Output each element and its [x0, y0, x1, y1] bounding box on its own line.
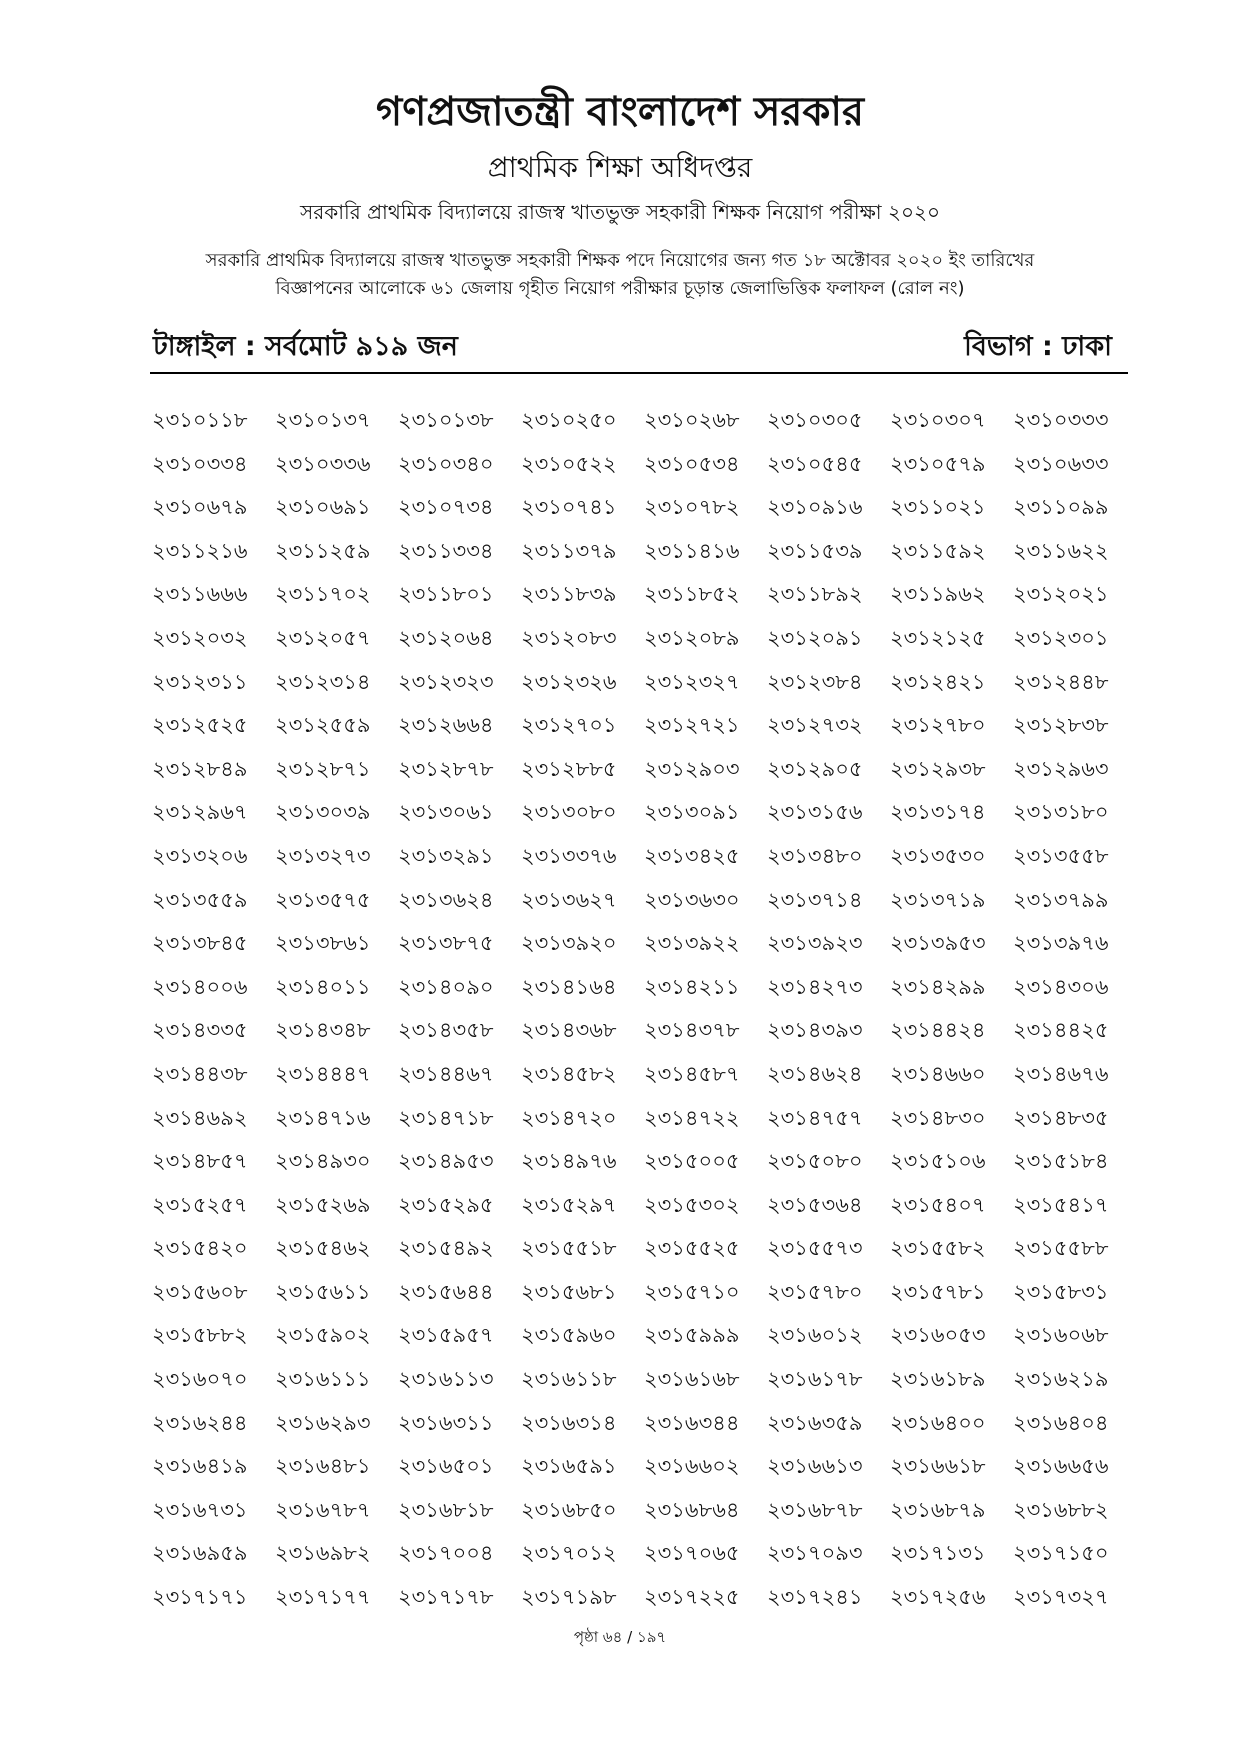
roll-number: ২৩১৫৫১৮: [521, 1236, 617, 1261]
roll-number: ২৩১৪৩৪৮: [275, 1018, 371, 1043]
roll-number: ২৩১৬১৭৮: [767, 1367, 863, 1392]
roll-number: ২৩১৬৩৫৯: [767, 1410, 863, 1435]
roll-number: ২৩১০৩৩৪: [152, 451, 248, 476]
district-total: টাঙ্গাইল : সর্বমোট ৯১৯ জন: [153, 331, 458, 362]
roll-row: [152, 1494, 1136, 1538]
roll-number: ২৩১৫০৮০: [767, 1149, 863, 1174]
roll-number: ২৩১৪২৭৩: [767, 974, 863, 999]
roll-number: ২৩১৩৮৭৫: [398, 931, 494, 956]
roll-number: ২৩১৩২০৬: [152, 843, 248, 868]
roll-number: ২৩১৬২৪৪: [152, 1410, 248, 1435]
roll-number: ২৩১৪৮৩০: [890, 1105, 986, 1130]
roll-number: ২৩১৩০৩৯: [275, 800, 371, 825]
roll-number: ২৩১৬১৬৮: [644, 1367, 740, 1392]
roll-number: ২৩১১৮৫২: [644, 582, 740, 607]
roll-row: [152, 1581, 1136, 1625]
roll-number: ২৩১৪৮৫৭: [152, 1149, 248, 1174]
roll-number: ২৩১৬৯৮২: [275, 1541, 371, 1566]
roll-number: ২৩১১৫৯২: [890, 538, 986, 563]
roll-number: ২৩১৩২৯১: [398, 843, 494, 868]
roll-number: ২৩১৬২১৯: [1013, 1367, 1109, 1392]
roll-number: ২৩১৬৬০২: [644, 1454, 740, 1479]
roll-number: ২৩১৫১৮৪: [1013, 1149, 1109, 1174]
roll-row: [152, 1189, 1136, 1233]
roll-number: ২৩১৩৬৩০: [644, 887, 740, 912]
roll-number: ২৩১৭০১২: [521, 1541, 617, 1566]
roll-number: ২৩১৫৬১১: [275, 1279, 371, 1304]
roll-number: ২৩১৫৫৮৮: [1013, 1236, 1109, 1261]
roll-number: ২৩১২৭৮০: [890, 713, 986, 738]
page-subtitle: প্রাথমিক শিক্ষা অধিদপ্তর: [487, 151, 753, 184]
roll-number: ২৩১৬১১১: [275, 1367, 371, 1392]
roll-number: ২৩১৩১৭৪: [890, 800, 986, 825]
roll-row: [152, 840, 1136, 884]
roll-number: ২৩১৬৫৯১: [521, 1454, 617, 1479]
roll-number: ২৩১৫৪২০: [152, 1236, 248, 1261]
roll-row: [152, 1058, 1136, 1102]
roll-row: [152, 927, 1136, 971]
roll-number: ২৩১২৪২১: [890, 669, 986, 694]
roll-number: ২৩১৬০৬৮: [1013, 1323, 1109, 1348]
roll-number: ২৩১৫৭১০: [644, 1279, 740, 1304]
roll-number: ২৩১৭১৯৮: [521, 1585, 617, 1610]
roll-number: ২৩১৪০০৬: [152, 974, 248, 999]
description-line-2: বিজ্ঞাপনের আলোকে ৬১ জেলায় গৃহীত নিয়োগ পরীক্ষার চূড়ান্ত জেলাভিত্তিক ফলাফল (রোল নং): [275, 278, 965, 299]
roll-number: ২৩১৫৯৫৭: [398, 1323, 494, 1348]
roll-number: ২৩১৫২৯৫: [398, 1192, 494, 1217]
roll-number: ২৩১৪৯৭৬: [521, 1149, 617, 1174]
roll-row: [152, 578, 1136, 622]
roll-number: ২৩১৫৫৮২: [890, 1236, 986, 1261]
roll-number: ২৩১৪৬২৪: [767, 1061, 863, 1086]
roll-number: ২৩১১৮০১: [398, 582, 494, 607]
roll-number: ২৩১৩৯২২: [644, 931, 740, 956]
roll-number-grid: [152, 404, 1136, 1625]
roll-number: ২৩১০৫৪৫: [767, 451, 863, 476]
roll-number: ২৩১৪৭৫৭: [767, 1105, 863, 1130]
roll-number: ২৩১২০৮৩: [521, 625, 617, 650]
roll-number: ২৩১৪৪২৪: [890, 1018, 986, 1043]
roll-number: ২৩১৬০১২: [767, 1323, 863, 1348]
roll-row: [152, 884, 1136, 928]
roll-number: ২৩১২৩২৩: [398, 669, 494, 694]
roll-number: ২৩১০৩০৭: [890, 408, 986, 432]
roll-row: [152, 1407, 1136, 1451]
roll-number: ২৩১২৩২৭: [644, 669, 740, 694]
roll-number: ২৩১৬৮১৮: [398, 1497, 494, 1522]
roll-number: ২৩১৫৯৯৯: [644, 1323, 740, 1348]
roll-number: ২৩১১৫৩৯: [767, 538, 863, 563]
roll-number: ২৩১৬১১৮: [521, 1367, 617, 1392]
roll-number: ২৩১৬০৭০: [152, 1367, 248, 1392]
roll-number: ২৩১৫৫৭৩: [767, 1236, 863, 1261]
roll-number: ২৩১২০৬৪: [398, 625, 494, 650]
roll-number: ২৩১৫৭৮১: [890, 1279, 986, 1304]
roll-number: ২৩১১২১৬: [152, 538, 248, 563]
roll-number: ২৩১৬৯৫৯: [152, 1541, 248, 1566]
roll-number: ২৩১৬৪০০: [890, 1410, 986, 1435]
roll-number: ২৩১০৫৭৯: [890, 451, 986, 476]
roll-number: ২৩১১৩৭৯: [521, 538, 617, 563]
roll-number: ২৩১৪৫৮৭: [644, 1061, 740, 1086]
roll-number: ২৩১৭২৫৬: [890, 1585, 986, 1610]
roll-number: ২৩১৩৪৮০: [767, 843, 863, 868]
roll-row: [152, 491, 1136, 535]
roll-number: ২৩১১৩৩৪: [398, 538, 494, 563]
roll-number: ২৩১৪৩৭৮: [644, 1018, 740, 1043]
roll-row: [152, 1145, 1136, 1189]
roll-number: ২৩১১০২১: [890, 495, 986, 520]
roll-number: ২৩১১৬২২: [1013, 538, 1109, 563]
roll-number: ২৩১০২৫০: [521, 408, 617, 432]
roll-number: ২৩১৩৯৫৩: [890, 931, 986, 956]
roll-number: ২৩১২৮৭১: [275, 756, 371, 781]
roll-row: [152, 1450, 1136, 1494]
roll-number: ২৩১২৩১১: [152, 669, 248, 694]
roll-number: ২৩১৫৬৪৪: [398, 1279, 494, 1304]
roll-number: ২৩১২৩৮৪: [767, 669, 863, 694]
roll-number: ২৩১৫৬০৮: [152, 1279, 248, 1304]
roll-number: ২৩১৫১০৬: [890, 1149, 986, 1174]
roll-number: ২৩১৫৮৩১: [1013, 1279, 1109, 1304]
roll-number: ২৩১৩০৯১: [644, 800, 740, 825]
roll-number: ২৩১০৩৩৬: [275, 451, 371, 476]
roll-number: ২৩১৬৩১১: [398, 1410, 494, 1435]
roll-number: ২৩১৪৩০৬: [1013, 974, 1109, 999]
roll-number: ২৩১০৫২২: [521, 451, 617, 476]
roll-number: ২৩১৪৭১৬: [275, 1105, 371, 1130]
roll-number: ২৩১৩৭৯৯: [1013, 887, 1109, 912]
roll-number: ২৩১৩৭১৯: [890, 887, 986, 912]
roll-number: ২৩১২৮৭৮: [398, 756, 494, 781]
roll-number: ২৩১৩৩৭৬: [521, 843, 617, 868]
roll-number: ২৩১১৮৩৯: [521, 582, 617, 607]
roll-number: ২৩১৫৮৮২: [152, 1323, 248, 1348]
roll-number: ২৩১৪৬৭৬: [1013, 1061, 1109, 1086]
roll-number: ২৩১৪৬৬০: [890, 1061, 986, 1086]
roll-number: ২৩১৬১৮৯: [890, 1367, 986, 1392]
roll-number: ২৩১০৬৯১: [275, 495, 371, 520]
roll-number: ২৩১০৬৭৯: [152, 495, 248, 520]
roll-number: ২৩১৬৮৭৮: [767, 1497, 863, 1522]
roll-number: ২৩১৩৭১৪: [767, 887, 863, 912]
roll-number: ২৩১১৬৬৬: [152, 582, 248, 607]
roll-row: [152, 1276, 1136, 1320]
roll-number: ২৩১৩৯২৩: [767, 931, 863, 956]
roll-number: ২৩১৪৩৩৫: [152, 1018, 248, 1043]
roll-row: [152, 796, 1136, 840]
roll-number: ২৩১০৭৮২: [644, 495, 740, 520]
roll-number: ২৩১০৩৪০: [398, 451, 494, 476]
roll-number: ২৩১৪২১১: [644, 974, 740, 999]
roll-number: ২৩১১৮৯২: [767, 582, 863, 607]
roll-number: ২৩১৬৩৪৪: [644, 1410, 740, 1435]
roll-number: ২৩১৩২৭৩: [275, 843, 371, 868]
roll-number: ২৩১৬৫০১: [398, 1454, 494, 1479]
roll-number: ২৩১২৮৪৯: [152, 756, 248, 781]
roll-number: ২৩১৫৪৬২: [275, 1236, 371, 1261]
roll-number: ২৩১৫৯০২: [275, 1323, 371, 1348]
roll-number: ২৩১৬৭৮৭: [275, 1497, 371, 1522]
roll-row: [152, 1102, 1136, 1146]
roll-number: ২৩১৪৩৫৮: [398, 1018, 494, 1043]
roll-number: ২৩১৬৮৬৪: [644, 1497, 740, 1522]
roll-number: ২৩১৪৩৯৩: [767, 1018, 863, 1043]
roll-number: ২৩১২৪৪৮: [1013, 669, 1109, 694]
roll-number: ২৩১৩৬২৭: [521, 887, 617, 912]
roll-row: [152, 753, 1136, 797]
division-label: বিভাগ : ঢাকা: [964, 331, 1112, 362]
roll-number: ২৩১৬৮৫০: [521, 1497, 617, 1522]
roll-number: ২৩১৪৪৬৭: [398, 1061, 494, 1086]
roll-number: ২৩১৪২৯৯: [890, 974, 986, 999]
roll-number: ২৩১৭০০৪: [398, 1541, 494, 1566]
roll-number: ২৩১৪৫৮২: [521, 1061, 617, 1086]
roll-number: ২৩১৩০৬১: [398, 800, 494, 825]
roll-number: ২৩১৬২৯৩: [275, 1410, 371, 1435]
roll-number: ২৩১০৭৩৪: [398, 495, 494, 520]
roll-number: ২৩১৫৩৬৪: [767, 1192, 863, 1217]
roll-number: ২৩১০৬৩৩: [1013, 451, 1109, 476]
roll-number: ২৩১৫৭৮০: [767, 1279, 863, 1304]
roll-number: ২৩১৬৬১৮: [890, 1454, 986, 1479]
roll-number: ২৩১৫৬৮১: [521, 1279, 617, 1304]
roll-number: ২৩১৬৮৮২: [1013, 1497, 1109, 1522]
roll-number: ২৩১৩০৮০: [521, 800, 617, 825]
roll-number: ২৩১৬৪০৪: [1013, 1410, 1109, 1435]
roll-number: ২৩১০২৬৮: [644, 408, 740, 432]
roll-number: ২৩১৪৮৩৫: [1013, 1105, 1109, 1130]
roll-number: ২৩১৩৫৫৮: [1013, 843, 1109, 868]
roll-number: ২৩১৪১৬৪: [521, 974, 617, 999]
roll-number: ২৩১২৭২১: [644, 713, 740, 738]
roll-number: ২৩১৫৫২৫: [644, 1236, 740, 1261]
roll-number: ২৩১৭১৭১: [152, 1585, 248, 1610]
roll-number: ২৩১০৩৩৩: [1013, 408, 1109, 432]
exam-name: সরকারি প্রাথমিক বিদ্যালয়ে রাজস্ব খাতভুক্ত সহকারী শিক্ষক নিয়োগ পরীক্ষা ২০২০: [300, 200, 940, 224]
roll-number: ২৩১২৮৩৮: [1013, 713, 1109, 738]
roll-number: ২৩১৪৯৫৩: [398, 1149, 494, 1174]
roll-number: ২৩১৭০৬৫: [644, 1541, 740, 1566]
roll-number: ২৩১৩৪২৫: [644, 843, 740, 868]
roll-number: ২৩১৩১৮০: [1013, 800, 1109, 825]
roll-row: [152, 666, 1136, 710]
roll-row: [152, 404, 1136, 448]
roll-number: ২৩১২৬৬৪: [398, 713, 494, 738]
roll-number: ২৩১৫৩০২: [644, 1192, 740, 1217]
roll-number: ২৩১৬৩১৪: [521, 1410, 617, 1435]
roll-number: ২৩১২০৮৯: [644, 625, 740, 650]
roll-number: ২৩১৭৩২৭: [1013, 1585, 1109, 1610]
roll-row: [152, 622, 1136, 666]
roll-number: ২৩১২৫৫৯: [275, 713, 371, 738]
roll-number: ২৩১৬৬১৩: [767, 1454, 863, 1479]
roll-row: [152, 1363, 1136, 1407]
roll-number: ২৩১৫৯৬০: [521, 1323, 617, 1348]
roll-number: ২৩১৭০৯৩: [767, 1541, 863, 1566]
roll-number: ২৩১২৯০৩: [644, 756, 740, 781]
roll-number: ২৩১০১১৮: [152, 408, 248, 432]
roll-number: ২৩১০৯১৬: [767, 495, 863, 520]
roll-number: ২৩১২০৩২: [152, 625, 248, 650]
roll-number: ২৩১০৩০৫: [767, 408, 863, 432]
roll-number: ২৩১১৯৬২: [890, 582, 986, 607]
roll-number: ২৩১৩৯৭৬: [1013, 931, 1109, 956]
roll-number: ২৩১৫৪৯২: [398, 1236, 494, 1261]
roll-number: ২৩১০৫৩৪: [644, 451, 740, 476]
roll-row: [152, 971, 1136, 1015]
roll-row: [152, 709, 1136, 753]
roll-number: ২৩১৬৭৩১: [152, 1497, 248, 1522]
roll-number: ২৩১৫২৫৭: [152, 1192, 248, 1217]
roll-number: ২৩১৪৪২৫: [1013, 1018, 1109, 1043]
page-title: গণপ্রজাতন্ত্রী বাংলাদেশ সরকার: [376, 89, 864, 135]
roll-number: ২৩১৭১৩১: [890, 1541, 986, 1566]
roll-number: ২৩১৪৯৩০: [275, 1149, 371, 1174]
roll-number: ২৩১৩৯২০: [521, 931, 617, 956]
roll-number: ২৩১৫৪১৭: [1013, 1192, 1109, 1217]
roll-number: ২৩১২৫২৫: [152, 713, 248, 738]
roll-number: ২৩১৫২৬৯: [275, 1192, 371, 1217]
roll-number: ২৩১২০২১: [1013, 582, 1109, 607]
roll-number: ২৩১২০৯১: [767, 625, 863, 650]
header-divider: [150, 372, 1128, 374]
roll-row: [152, 535, 1136, 579]
roll-number: ২৩১২৯৩৮: [890, 756, 986, 781]
roll-number: ২৩১৩৬২৪: [398, 887, 494, 912]
roll-number: ২৩১২০৫৭: [275, 625, 371, 650]
roll-row: [152, 448, 1136, 492]
roll-number: ২৩১৭১৭৮: [398, 1585, 494, 1610]
roll-number: ২৩১২১২৫: [890, 625, 986, 650]
roll-number: ২৩১৩৮৬১: [275, 931, 371, 956]
roll-number: ২৩১৪৭২০: [521, 1105, 617, 1130]
roll-number: ২৩১৫২৯৭: [521, 1192, 617, 1217]
roll-number: ২৩১৩৮৪৫: [152, 931, 248, 956]
roll-number: ২৩১২৩০১: [1013, 625, 1109, 650]
roll-number: ২৩১১০৯৯: [1013, 495, 1109, 520]
roll-number: ২৩১২৯৬৩: [1013, 756, 1109, 781]
page-number: পৃষ্ঠা ৬৪ / ১৯৭: [573, 1628, 667, 1646]
roll-number: ২৩১২৩২৬: [521, 669, 617, 694]
roll-number: ২৩১২৭০১: [521, 713, 617, 738]
roll-row: [152, 1232, 1136, 1276]
roll-number: ২৩১৩১৫৬: [767, 800, 863, 825]
description-line-1: সরকারি প্রাথমিক বিদ্যালয়ে রাজস্ব খাতভুক্ত সহকারী শিক্ষক পদে নিয়োগের জন্য গত ১৮ অক্টোবর ২০২০ ইং তারিখের: [205, 250, 1035, 271]
roll-number: ২৩১১২৫৯: [275, 538, 371, 563]
roll-number: ২৩১০১৩৭: [275, 408, 371, 432]
roll-row: [152, 1319, 1136, 1363]
roll-number: ২৩১৬৬৫৬: [1013, 1454, 1109, 1479]
roll-number: ২৩১৪৭১৮: [398, 1105, 494, 1130]
roll-number: ২৩১৭১৭৭: [275, 1585, 371, 1610]
roll-number: ২৩১৭১৫০: [1013, 1541, 1109, 1566]
roll-number: ২৩১৬৪১৯: [152, 1454, 248, 1479]
roll-number: ২৩১৪৪৩৮: [152, 1061, 248, 1086]
roll-number: ২৩১৬১১৩: [398, 1367, 494, 1392]
roll-number: ২৩১১৪১৬: [644, 538, 740, 563]
roll-number: ২৩১৭২৪১: [767, 1585, 863, 1610]
roll-number: ২৩১৪৭২২: [644, 1105, 740, 1130]
roll-number: ২৩১০৭৪১: [521, 495, 617, 520]
roll-number: ২৩১১৭০২: [275, 582, 371, 607]
roll-number: ২৩১৪৬৯২: [152, 1105, 248, 1130]
roll-number: ২৩১৬০৫৩: [890, 1323, 986, 1348]
roll-number: ২৩১৩৫৩০: [890, 843, 986, 868]
roll-number: ২৩১৪৩৬৮: [521, 1018, 617, 1043]
roll-number: ২৩১৬৮৭৯: [890, 1497, 986, 1522]
roll-number: ২৩১২৮৮৫: [521, 756, 617, 781]
roll-number: ২৩১২৭৩২: [767, 713, 863, 738]
roll-number: ২৩১৪০১১: [275, 974, 371, 999]
roll-number: ২৩১৭২২৫: [644, 1585, 740, 1610]
roll-number: ২৩১২৯৬৭: [152, 800, 248, 825]
roll-number: ২৩১০১৩৮: [398, 408, 494, 432]
roll-number: ২৩১৫৪০৭: [890, 1192, 986, 1217]
roll-number: ২৩১২৩১৪: [275, 669, 371, 694]
roll-number: ২৩১৪৪৪৭: [275, 1061, 371, 1086]
roll-number: ২৩১২৯০৫: [767, 756, 863, 781]
roll-number: ২৩১৩৫৭৫: [275, 887, 371, 912]
roll-number: ২৩১৪০৯০: [398, 974, 494, 999]
roll-row: [152, 1014, 1136, 1058]
roll-number: ২৩১৫০০৫: [644, 1149, 740, 1174]
roll-number: ২৩১৬৪৮১: [275, 1454, 371, 1479]
roll-row: [152, 1537, 1136, 1581]
roll-number: ২৩১৩৫৫৯: [152, 887, 248, 912]
